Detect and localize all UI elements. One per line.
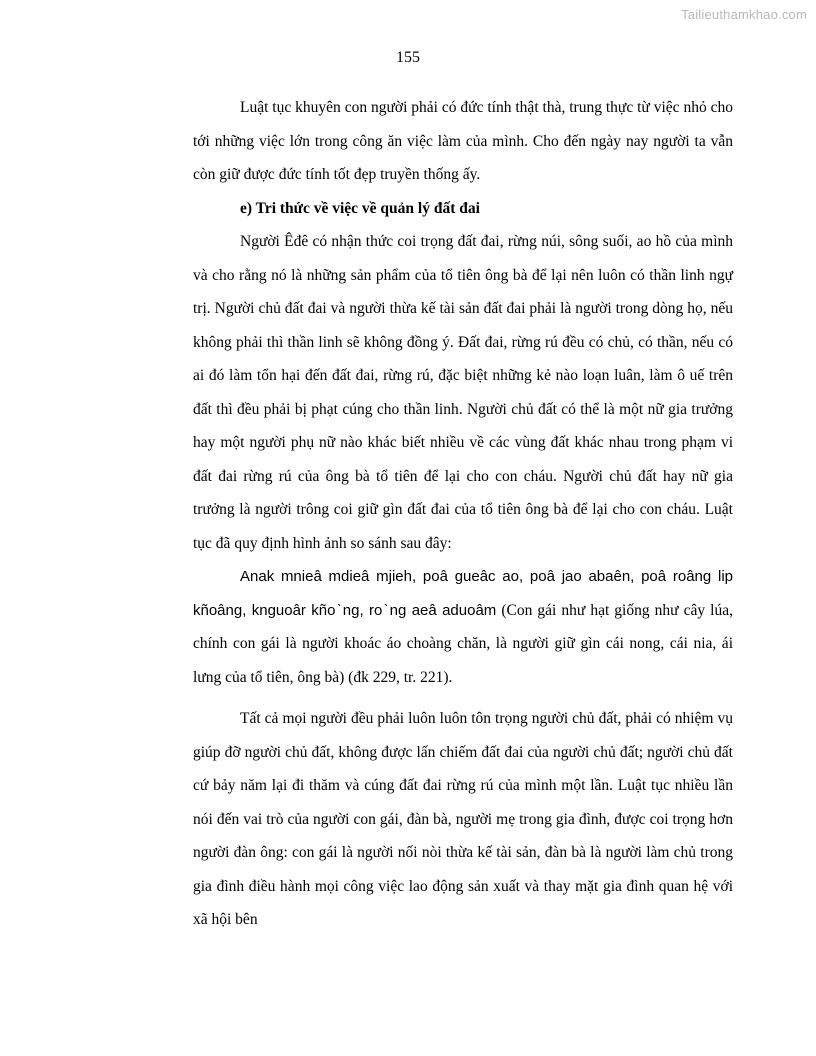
paragraph-honesty: Luật tục khuyên con người phải có đức tính thật thà, trung thực từ việc nhỏ cho tới những việc lớn trong công ăn việc làm của mình. Cho đến ngày nay người ta vẫn còn giữ được đức tính tốt đẹp truyền thống ấy. [193, 99, 733, 183]
paragraph-land-knowledge: Người Êđê có nhận thức coi trọng đất đai, rừng núi, sông suối, ao hồ của mình và cho rằng nó là những sản phẩm của tổ tiên ông bà để lại nên luôn có thần linh ngự trị. Người chủ đất đai và người thừa kế tài sản đất đai phải là người trong dòng họ, nếu không phải thì thần linh sẽ không đồng ý. Đất đai, rừng rú đều có chủ, có thần, nếu có ai đó làm tổn hại đến đất đai, rừng rú, đặc biệt những kẻ nào loạn luân, làm ô uế trên đất thì đều phải bị phạt cúng cho thần linh. Người chủ đất có thể là một nữ gia trưởng hay một người phụ nữ nào khác biết nhiều về các vùng đất khác nhau trong phạm vi đất đai rừng rú của ông bà tổ tiên để lại cho con cháu. Người chủ đất hay nữ gia trưởng là người trông coi giữ gìn đất đai của tổ tiên ông bà để lại cho con cháu. Luật tục đã quy định hình ảnh so sánh sau đây: [193, 233, 733, 552]
paragraph-land-owner: Tất cả mọi người đều phải luôn luôn tôn trọng người chủ đất, phải có nhiệm vụ giúp đỡ người chủ đất, không được lấn chiếm đất đai của người chủ đất; người chủ đất cứ bảy năm lại đi thăm và cúng đất đai rừng rú của mình một lần. Luật tục nhiều lần nói đến vai trò của người con gái, đàn bà, người mẹ trong gia đình, được coi trọng hơn người đàn ông: con gái là người nối nòi thừa kế tài sản, đàn bà là người làm chủ trong gia đình điều hành mọi công việc lao động sản xuất và thay mặt gia đình quan hệ với xã hội bên [193, 710, 733, 928]
paragraph-quote [193, 560, 733, 694]
ede-quote: Anak mnieâ mdieâ mjieh, poâ gueâc ao, poâ jao abaên, poâ roâng lip kñoâng, knguoâr kñoˋng, roˋng aeâ aduoâm [193, 568, 733, 619]
page-body [193, 91, 733, 937]
section-heading: e) Tri thức về việc về quản lý đất đai [240, 199, 480, 217]
quote-translation: (Con gái như hạt giống như cây lúa, chính con gái là người khoác áo choàng chăn, là người giữ gìn cái nong, cái nia, ái lưng của tổ tiên, ông bà) (đk 229, tr. 221). [193, 601, 733, 686]
watermark: Tailieuthamkhao.com [681, 7, 807, 22]
page-number: 155 [396, 49, 420, 66]
